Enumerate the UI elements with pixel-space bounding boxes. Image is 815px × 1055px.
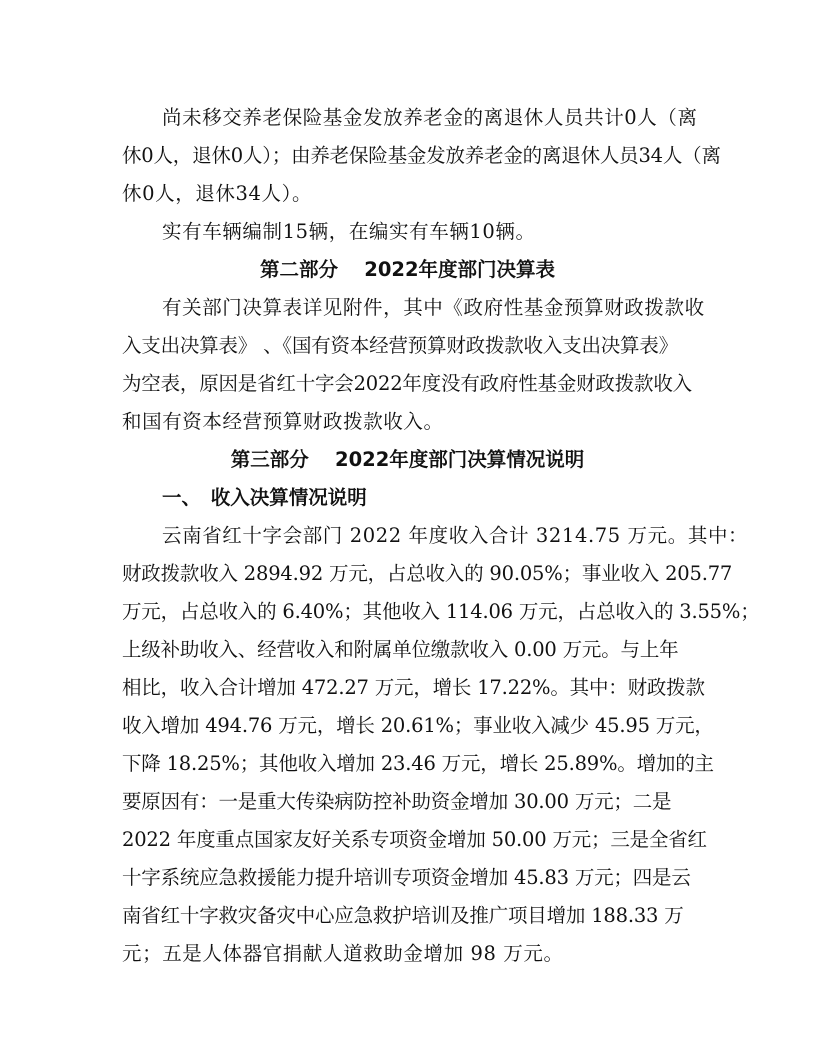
para4-line11: 南省红十字救灾备灾中心应急救护培训及推广项目增加 188.33 万 — [122, 904, 684, 927]
para1-line1: 尚未移交养老保险基金发放养老金的离退休人员共计0人（离 — [162, 106, 698, 129]
para3-line4: 和国有资本经营预算财政拨款收入。 — [122, 410, 444, 433]
para4-line1: 云南省红十字会部门 2022 年度收入合计 3214.75 万元。其中： — [162, 524, 749, 547]
para3-line3: 为空表，原因是省红十字会2022年度没有政府性基金财政拨款收入 — [122, 372, 692, 395]
para4-line8: 要原因有：一是重大传染病防控补助资金增加 30.00 万元；二是 — [122, 790, 672, 813]
para1-line2: 休0人，退休0人）；由养老保险基金发放养老金的离退休人员34人（离 — [122, 144, 721, 167]
para4-line9: 2022 年度重点国家友好关系专项资金增加 50.00 万元；三是全省红 — [122, 828, 707, 851]
section1-heading: 一、 收入决算情况说明 — [162, 486, 367, 509]
para4-line7: 下降 18.25%；其他收入增加 23.46 万元，增长 25.89%。增加的主 — [122, 752, 714, 775]
para4-line5: 相比，收入合计增加 472.27 万元，增长 17.22%。其中：财政拨款 — [122, 676, 705, 699]
para4-line2: 财政拨款收入 2894.92 万元，占总收入的 90.05%；事业收入 205.77 — [122, 562, 733, 585]
para4-line10: 十字系统应急救援能力提升培训专项资金增加 45.83 万元；四是云 — [122, 866, 691, 889]
part3-heading: 第三部分 2022年度部门决算情况说明 — [230, 448, 585, 471]
part2-heading: 第二部分 2022年度部门决算表 — [259, 258, 556, 281]
para4-line6: 收入增加 494.76 万元，增长 20.61%；事业收入减少 45.95 万元， — [122, 714, 714, 737]
para2: 实有车辆编制15辆，在编实有车辆10辆。 — [162, 220, 536, 243]
para4-line12: 元；五是人体器官捐献人道救助金增加 98 万元。 — [122, 942, 564, 965]
para4-line4: 上级补助收入、经营收入和附属单位缴款收入 0.00 万元。与上年 — [122, 638, 679, 661]
para4-line3: 万元，占总收入的 6.40%；其他收入 114.06 万元，占总收入的 3.55%； — [122, 600, 760, 623]
para3-line1: 有关部门决算表详见附件，其中《政府性基金预算财政拨款收 — [162, 296, 705, 319]
para3-line2: 入支出决算表》 、《国有资本经营预算财政拨款收入支出决算表》 — [122, 334, 678, 357]
para1-line3: 休0人，退休34人）。 — [122, 182, 313, 205]
